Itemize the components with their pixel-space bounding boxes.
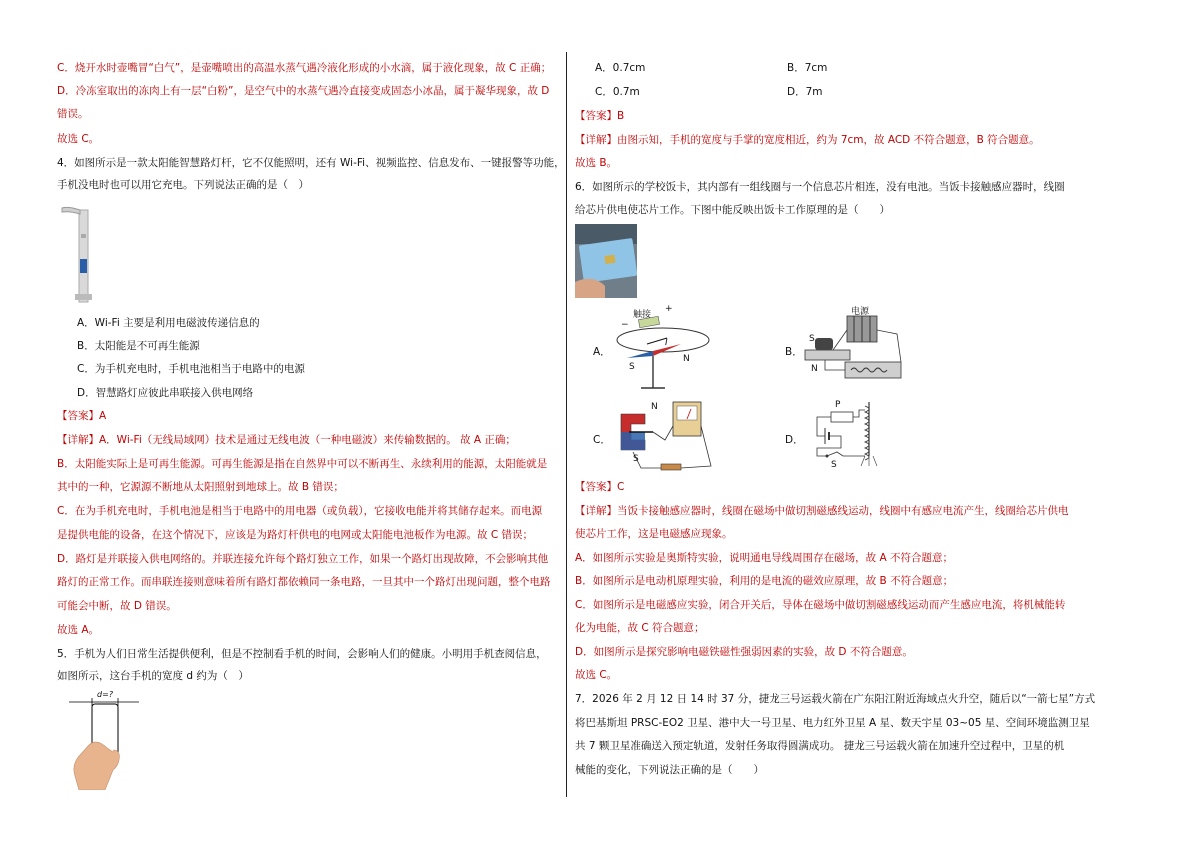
q7-stem-cont: 共 7 颗卫星准确送入预定轨道，发射任务取得圆满成功。 捷龙三号运载火箭在加速升空过程中，卫星的机 <box>575 740 1065 752</box>
touch-label: 触接 <box>633 310 652 320</box>
slider-p-label: P <box>835 400 841 410</box>
q5-option-d: D．7m <box>787 86 823 98</box>
north-label: N <box>811 364 818 374</box>
q3-option-c-explanation: C．烧开水时壶嘴冒“白气”，是壶嘴喷出的高温水蒸气遇冷液化形成的小水滴，属于液化现象，故 C 正确； <box>57 62 552 74</box>
q7-stem: 7．2026 年 2 月 12 日 14 时 37 分，捷龙三号运载火箭在广东阳江附近海域点火升空，随后以“一箭七星”方式 <box>575 693 1096 705</box>
phone-in-hand-image <box>69 690 149 790</box>
q3-option-d-explanation-cont: 错误。 <box>57 108 89 120</box>
south-label: S <box>809 334 815 344</box>
q6-detail-line: A．如图所示实验是奥斯特实验，说明通电导线周围存在磁场，故 A 不符合题意； <box>575 552 954 564</box>
q5-option-b: B．7cm <box>787 62 828 74</box>
q5-detail: 【详解】由图示知，手机的宽度与手掌的宽度相近，约为 7cm，故 ACD 不符合题意，B 符合题意。 <box>575 134 1040 146</box>
q6-detail-line: 使芯片工作，这是电磁感应现象。 <box>575 528 733 540</box>
q4-option-a: A．Wi-Fi 主要是利用电磁波传递信息的 <box>77 317 260 329</box>
q3-choice: 故选 C。 <box>57 133 100 145</box>
power-source-label: 电源 <box>851 307 870 317</box>
q4-option-d: D．智慧路灯应彼此串联接入供电网络 <box>77 387 254 399</box>
q5-answer: 【答案】B <box>575 110 625 122</box>
oersted-diagram <box>593 304 743 394</box>
north-label: N <box>683 354 690 364</box>
q6-choice: 故选 C。 <box>575 669 618 681</box>
q5-stem-cont: 如图所示，这台手机的宽度 d 约为（ ） <box>57 670 249 682</box>
q6-stem: 6．如图所示的学校饭卡，其内部有一组线圈与一个信息芯片相连，没有电池。当饭卡接触感应器时，线圈 <box>575 181 1065 193</box>
q4-option-c: C．为手机充电时，手机电池相当于电路中的电源 <box>77 363 305 375</box>
q4-detail-line: 可能会中断，故 D 错误。 <box>57 600 177 612</box>
q4-detail-line: 【详解】A．Wi-Fi（无线局域网）技术是通过无线电波（一种电磁波）来传输数据的。 故 A 正确； <box>57 434 516 446</box>
figure-a-oersted-experiment <box>593 304 743 394</box>
q6-detail-line: D．如图所示是探究影响电磁铁磁性强弱因素的实验，故 D 不符合题意。 <box>575 646 913 658</box>
q3-option-d-explanation: D．冷冻室取出的冻肉上有一层“白粉”，是空气中的水蒸气遇冷直接变成固态小冰晶，属于凝华现象，故 D <box>57 85 550 97</box>
q5-choice: 故选 B。 <box>575 157 618 169</box>
figure-a-label: A． <box>593 346 611 358</box>
figure-d-label: D． <box>785 434 804 446</box>
phone-hand-drawing <box>69 690 149 790</box>
minus-label: − <box>621 320 629 330</box>
south-label: S <box>633 454 639 464</box>
south-label: S <box>629 362 635 372</box>
q4-stem-cont: 手机没电时也可以用它充电。下列说法正确的是（ ） <box>57 179 309 191</box>
q5-stem: 5．手机为人们日常生活提供便利，但是不控制看手机的时间，会影响人们的健康。小明用手机查阅信息， <box>57 648 547 660</box>
induction-diagram <box>593 396 743 486</box>
q5-option-c: C．0.7m <box>595 86 640 98</box>
q7-stem-cont: 将巴基斯坦 PRSC-EO2 卫星、港中大一号卫星、电力红外卫星 A 星、数天宇星 03~05 星、空间环境监测卫星 <box>575 717 1090 729</box>
figure-c-induction-experiment <box>593 396 743 486</box>
q4-detail-line: 是提供电能的设备，在这个情况下，应该是为路灯杆供电的电网或太阳能电池板作为电源。故 C 错误； <box>57 529 534 541</box>
q4-detail-line: 路灯的正常工作。而串联连接则意味着所有路灯都依赖同一条电路，一旦其中一个路灯出现问题，整个电路 <box>57 576 551 588</box>
motor-diagram <box>785 304 935 394</box>
figure-c-label: C． <box>593 434 611 446</box>
electromagnet-diagram <box>785 396 935 486</box>
q6-detail-line: C．如图所示是电磁感应实验，闭合开关后，导体在磁场中做切割磁感线运动而产生感应电流，将机械能转 <box>575 599 1066 611</box>
figure-b-label: B． <box>785 346 803 358</box>
q6-detail-line: 【详解】当饭卡接触感应器时，线圈在磁场中做切割磁感线运动，线圈中有感应电流产生，线圈给芯片供电 <box>575 505 1069 517</box>
q4-detail-line: C．在为手机充电时，手机电池是相当于电路中的用电器（或负载），它接收电能并将其储存起来。而电源 <box>57 505 543 517</box>
q4-stem: 4．如图所示是一款太阳能智慧路灯杆，它不仅能照明，还有 Wi-Fi、视频监控、信息发布、一键报警等功能， <box>57 157 565 169</box>
q4-choice: 故选 A。 <box>57 624 100 636</box>
plus-label: + <box>665 304 673 314</box>
q5-option-a: A．0.7cm <box>595 62 646 74</box>
q6-detail-line: B．如图所示是电动机原理实验，利用的是电流的磁效应原理，故 B 不符合题意； <box>575 575 954 587</box>
figure-b-motor-experiment <box>785 304 935 394</box>
north-label: N <box>651 402 658 412</box>
q6-detail-line: 化为电能，故 C 符合题意； <box>575 622 705 634</box>
q4-detail-line: D．路灯是并联接入供电网络的。并联连接允许每个路灯独立工作，如果一个路灯出现故障，不会影响其他 <box>57 553 549 565</box>
q4-option-b: B．太阳能是不可再生能源 <box>77 340 200 352</box>
current-label: I <box>665 338 668 348</box>
smart-streetlight-image <box>60 204 100 304</box>
column-divider <box>566 52 567 797</box>
q6-stem-cont: 给芯片供电使芯片工作。下图中能反映出饭卡工作原理的是（ ） <box>575 204 890 216</box>
width-label: d=? <box>97 690 114 699</box>
switch-s-label: S <box>831 460 837 470</box>
q7-stem-cont: 械能的变化，下列说法正确的是（ ） <box>575 764 764 776</box>
figure-d-electromagnet-experiment <box>785 396 935 486</box>
meal-card-photo <box>575 224 637 298</box>
q6-answer: 【答案】C <box>575 481 625 493</box>
q4-detail-line: B．太阳能实际上是可再生能源。可再生能源是指在自然界中可以不断再生、永续利用的能源，太阳能就是 <box>57 458 548 470</box>
q4-answer: 【答案】A <box>57 410 107 422</box>
q4-detail-line: 其中的一种，它源源不断地从太阳照射到地球上。故 B 错误； <box>57 481 344 493</box>
